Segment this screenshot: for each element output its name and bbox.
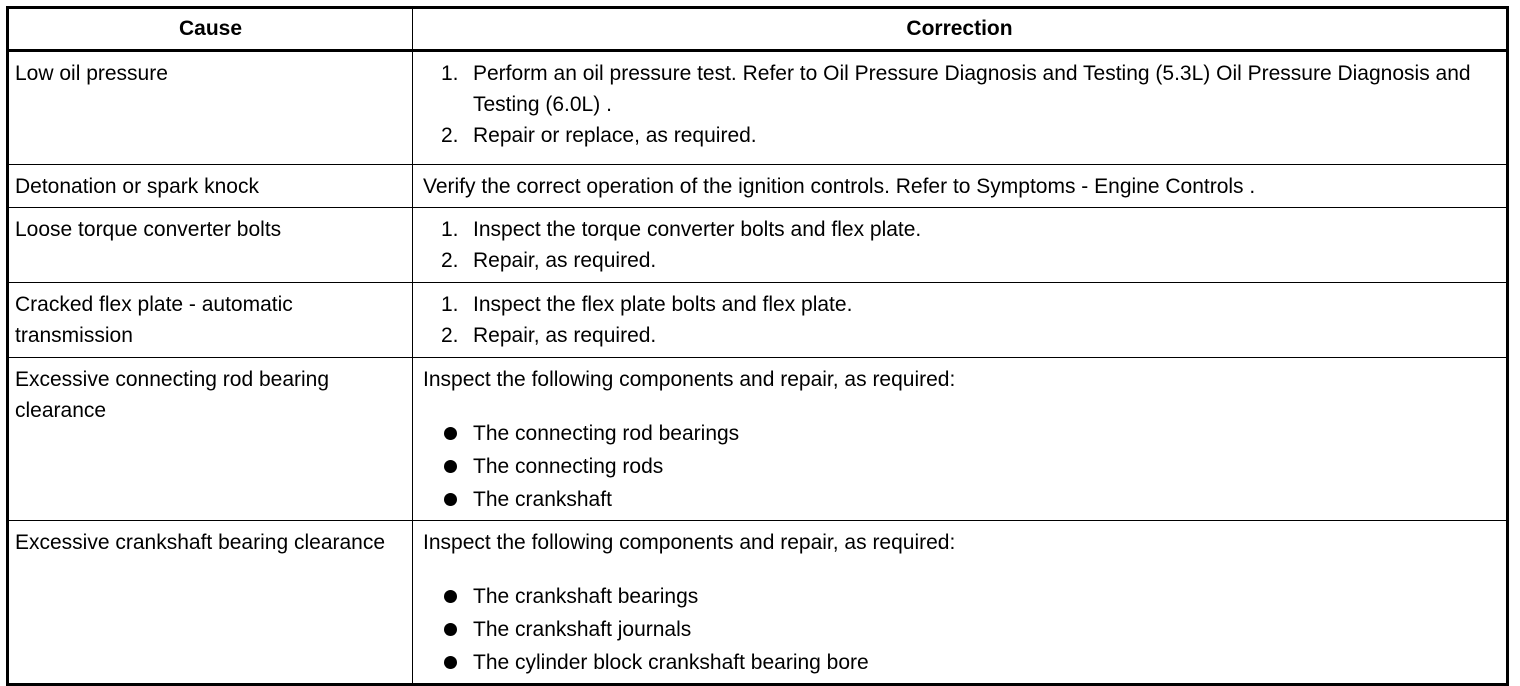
correction-cell xyxy=(413,283,1508,358)
header-correction: Correction xyxy=(413,8,1508,51)
step-item xyxy=(423,214,1500,245)
cause-cell: Loose torque converter bolts xyxy=(8,208,413,283)
list-item xyxy=(423,580,1500,613)
component-list xyxy=(423,417,1500,516)
header-row xyxy=(8,8,1508,51)
step-text: Inspect the flex plate bolts and flex plate. xyxy=(473,293,853,316)
bullet-icon xyxy=(444,656,457,669)
list-item-text: The crankshaft journals xyxy=(473,618,692,641)
step-number: 1. xyxy=(441,293,459,316)
cause-cell: Excessive crankshaft bearing clearance xyxy=(8,521,413,685)
step-number: 2. xyxy=(441,124,459,147)
list-item-text: The connecting rod bearings xyxy=(473,422,740,445)
bullet-icon xyxy=(444,460,457,473)
step-text: Repair, as required. xyxy=(473,249,657,272)
bullet-icon xyxy=(444,427,457,440)
step-text: Perform an oil pressure test. Refer to Oil Pressure Diagnosis and Testing (5.3L) Oil Pressure Diagnosis and Testing (6.0L) . xyxy=(473,62,1471,116)
step-text: Repair, as required. xyxy=(473,324,657,347)
correction-cell xyxy=(413,208,1508,283)
list-item xyxy=(423,646,1500,679)
list-item xyxy=(423,417,1500,450)
correction-intro: Inspect the following components and repair, as required: xyxy=(423,368,956,391)
component-list xyxy=(423,580,1500,679)
header-cause: Cause xyxy=(8,8,413,51)
bullet-icon xyxy=(444,493,457,506)
bullet-icon xyxy=(444,623,457,636)
cause-cell: Detonation or spark knock xyxy=(8,165,413,208)
step-item xyxy=(423,58,1500,120)
step-item xyxy=(423,120,1500,151)
table-row xyxy=(8,521,1508,685)
step-item xyxy=(423,320,1500,351)
bullet-icon xyxy=(444,590,457,603)
list-item xyxy=(423,483,1500,516)
cause-cell: Cracked flex plate - automatic transmission xyxy=(8,283,413,358)
step-item xyxy=(423,245,1500,276)
correction-steps xyxy=(423,289,1500,351)
correction-steps xyxy=(423,214,1500,276)
list-item-text: The crankshaft bearings xyxy=(473,585,699,608)
list-item-text: The connecting rods xyxy=(473,455,664,478)
table-row xyxy=(8,358,1508,521)
table-row xyxy=(8,283,1508,358)
step-number: 1. xyxy=(441,62,459,85)
table-row xyxy=(8,165,1508,208)
list-item xyxy=(423,613,1500,646)
cause-cell: Excessive connecting rod bearing clearance xyxy=(8,358,413,521)
table-row xyxy=(8,208,1508,283)
correction-cell xyxy=(413,51,1508,165)
correction-intro: Inspect the following components and repair, as required: xyxy=(423,531,956,554)
step-number: 1. xyxy=(441,218,459,241)
cause-cell: Low oil pressure xyxy=(8,51,413,165)
correction-steps xyxy=(423,58,1500,151)
step-item xyxy=(423,289,1500,320)
step-number: 2. xyxy=(441,324,459,347)
list-item-text: The crankshaft xyxy=(473,488,612,511)
diagnostic-table xyxy=(6,6,1509,686)
step-number: 2. xyxy=(441,249,459,272)
correction-cell xyxy=(413,358,1508,521)
table-row xyxy=(8,51,1508,165)
step-text: Inspect the torque converter bolts and flex plate. xyxy=(473,218,922,241)
list-item xyxy=(423,450,1500,483)
step-text: Repair or replace, as required. xyxy=(473,124,757,147)
correction-text: Verify the correct operation of the ignition controls. Refer to Symptoms - Engine Controls . xyxy=(413,165,1508,208)
list-item-text: The cylinder block crankshaft bearing bore xyxy=(473,651,869,674)
correction-cell xyxy=(413,521,1508,685)
